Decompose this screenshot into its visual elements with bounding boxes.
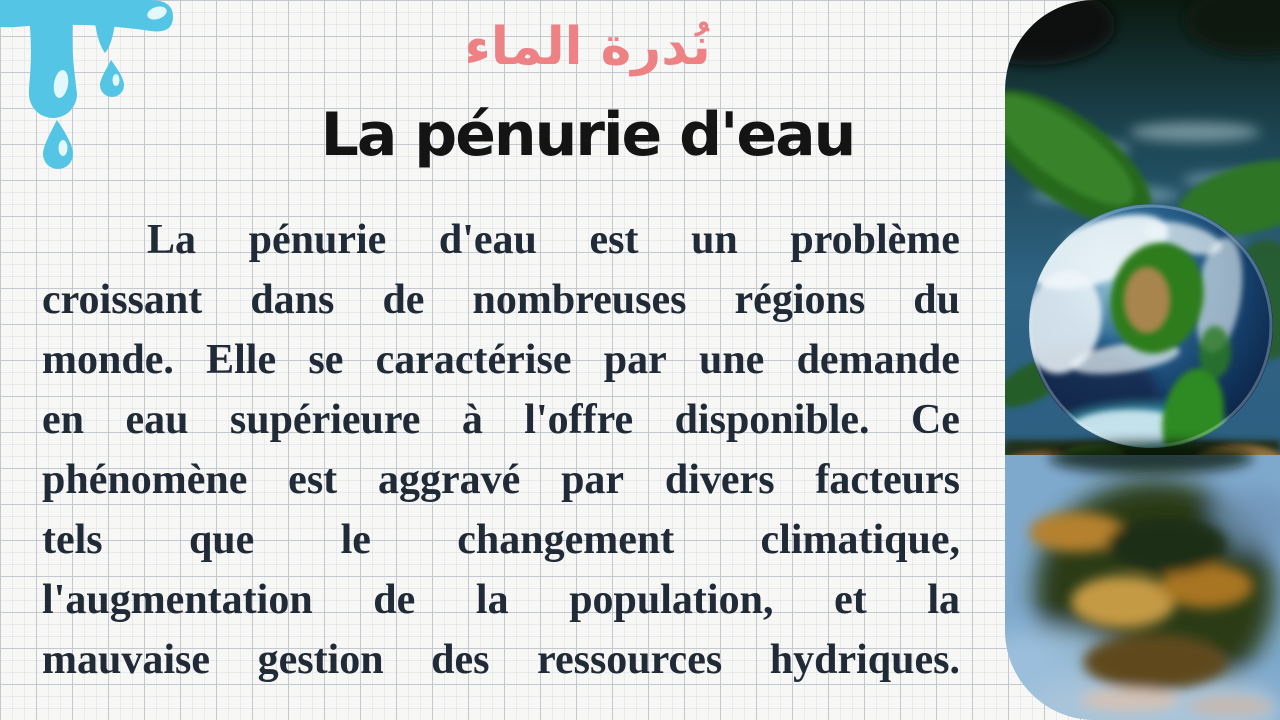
- paragraph-line: La pénurie d'eau est un problème: [147, 217, 960, 263]
- paragraph-line: mauvaise gestion des ressources hydriques.: [42, 637, 960, 683]
- water-drip-icon: [0, 0, 186, 182]
- paragraph-line: monde. Elle se caractérise par une demande: [42, 337, 960, 383]
- paragraph-line: croissant dans de nombreuses régions du: [42, 277, 960, 323]
- arabic-title: نُدرة الماء: [464, 17, 711, 77]
- paragraph-line: en eau supérieure à l'offre disponible. Ce: [42, 397, 960, 443]
- paragraph-line: phénomène est aggravé par divers facteurs: [42, 457, 960, 503]
- earth-globe-photo-art: [1005, 0, 1280, 720]
- french-title: La pénurie d'eau: [320, 100, 855, 170]
- paragraph-line: l'augmentation de la population, et la: [42, 577, 960, 623]
- paragraph-line: tels que le changement climatique,: [42, 517, 960, 563]
- earth-globe-photo: [1005, 0, 1280, 720]
- reflection-water: [1005, 442, 1280, 720]
- paragraph: [42, 216, 960, 696]
